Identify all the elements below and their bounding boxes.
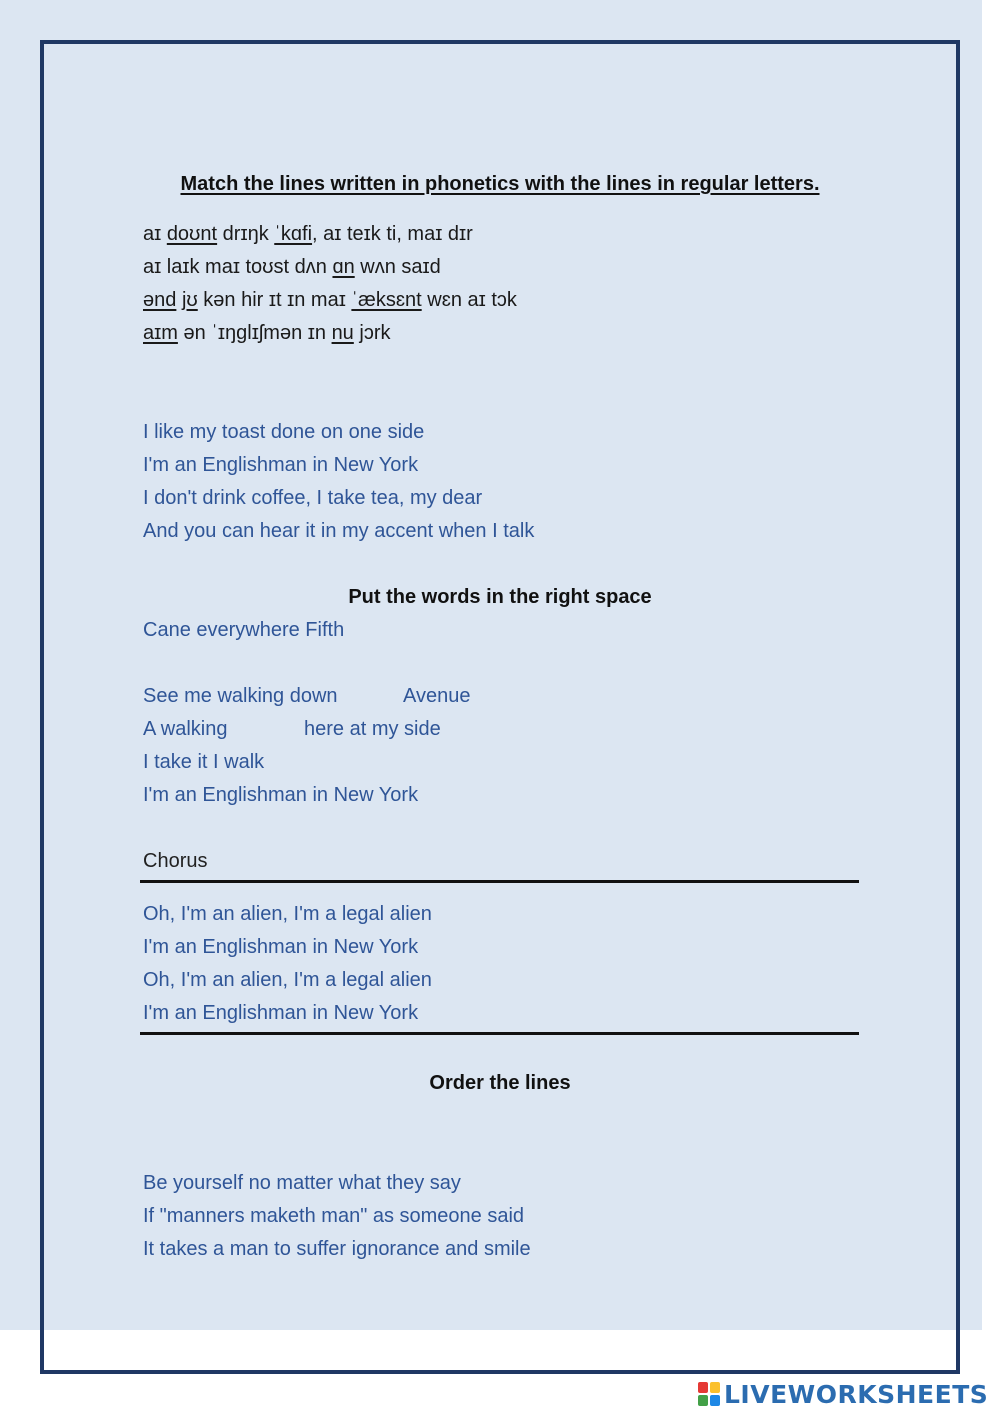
logo-square-4 bbox=[710, 1395, 720, 1406]
chorus-bottom-rule bbox=[140, 1032, 859, 1035]
gap-line-2-end: here at my side bbox=[304, 718, 441, 740]
gap-line-2-start: A walking bbox=[143, 718, 228, 740]
logo-square-1 bbox=[698, 1382, 708, 1393]
logo-square-3 bbox=[698, 1395, 708, 1406]
phonetic-line-4: aɪm ən ˈɪŋglɪʃmən ɪn nu jɔrk bbox=[143, 322, 391, 344]
chorus-line-1: Oh, I'm an alien, I'm a legal alien bbox=[143, 903, 432, 925]
order-line-2[interactable]: If "manners maketh man" as someone said bbox=[143, 1205, 525, 1227]
chorus-line-3: Oh, I'm an alien, I'm a legal alien bbox=[143, 969, 432, 991]
order-line-3[interactable]: It takes a man to suffer ignorance and smile bbox=[143, 1238, 531, 1260]
gap-line-1-start: See me walking down bbox=[143, 685, 338, 707]
regular-line-2[interactable]: I'm an Englishman in New York bbox=[143, 454, 419, 476]
logo-square-2 bbox=[710, 1382, 720, 1393]
chorus-top-rule bbox=[140, 880, 859, 883]
regular-line-3[interactable]: I don't drink coffee, I take tea, my dear bbox=[143, 487, 483, 509]
gap-line-3: I take it I walk bbox=[143, 751, 265, 773]
gap-line-4: I'm an Englishman in New York bbox=[143, 784, 419, 806]
liveworksheets-brand bbox=[698, 1378, 988, 1410]
word-bank[interactable]: Cane everywhere Fifth bbox=[143, 619, 345, 641]
phonetic-line-3: ənd jʊ kən hir ɪt ɪn maɪ ˈæksɛnt wɛn aɪ tɔk bbox=[143, 289, 517, 311]
liveworksheets-logo-icon bbox=[698, 1382, 720, 1406]
chorus-line-4: I'm an Englishman in New York bbox=[143, 1002, 419, 1024]
section1-title: Match the lines written in phonetics with the lines in regular letters. bbox=[180, 173, 820, 195]
order-line-1[interactable]: Be yourself no matter what they say bbox=[143, 1172, 461, 1194]
gap-line-1-end: Avenue bbox=[403, 685, 471, 707]
regular-line-4[interactable]: And you can hear it in my accent when I talk bbox=[143, 520, 535, 542]
phonetic-line-2: aɪ laɪk maɪ toʊst dʌn ɑn wʌn saɪd bbox=[143, 256, 441, 278]
regular-line-1[interactable]: I like my toast done on one side bbox=[143, 421, 425, 443]
chorus-line-2: I'm an Englishman in New York bbox=[143, 936, 419, 958]
phonetic-line-1: aɪ doʊnt drɪŋk ˈkɑfi, aɪ teɪk ti, maɪ dɪr bbox=[143, 223, 473, 245]
section3-title: Order the lines bbox=[429, 1072, 571, 1094]
section2-title: Put the words in the right space bbox=[348, 586, 652, 608]
chorus-label: Chorus bbox=[143, 850, 208, 872]
brand-name: LIVEWORKSHEETS bbox=[724, 1379, 989, 1409]
